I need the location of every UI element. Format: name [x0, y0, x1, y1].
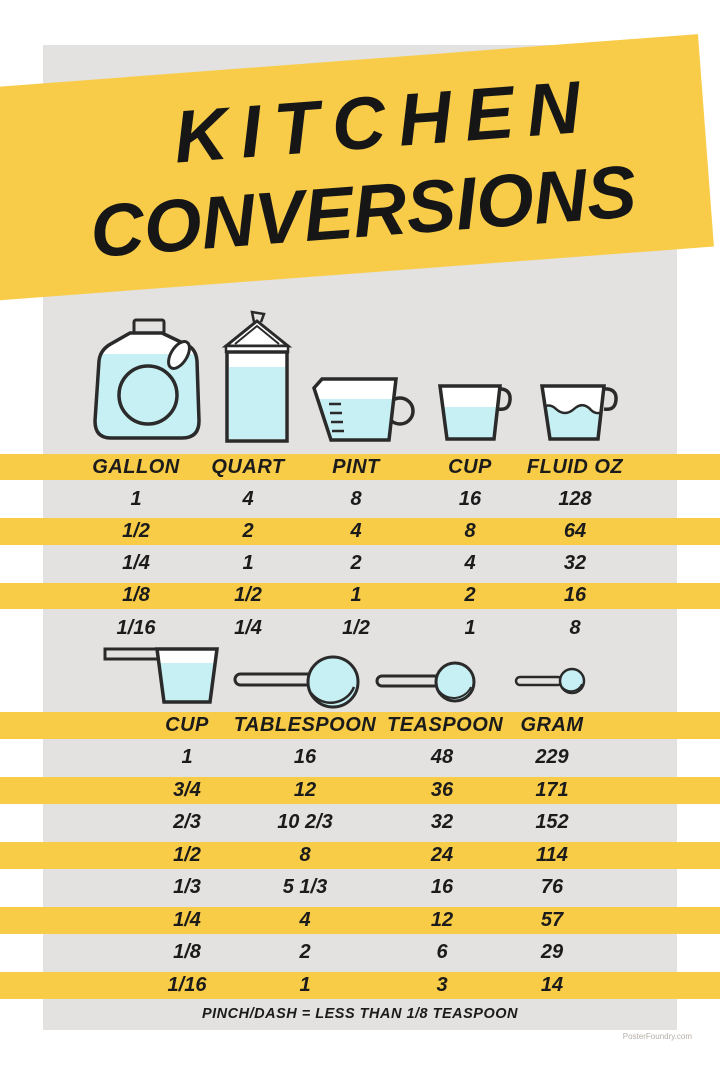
- column-header: TABLESPOON: [233, 713, 377, 736]
- table-row: [0, 937, 720, 970]
- table-cell: 2/3: [173, 811, 201, 834]
- table-cell: 1: [181, 746, 193, 769]
- page-title-line2: CONVERSIONS: [87, 148, 640, 273]
- table-row: [0, 742, 720, 775]
- column-header: GRAM: [520, 713, 584, 736]
- table-cell: 1/8: [173, 941, 201, 964]
- table-cell: 12: [430, 908, 454, 931]
- table-cell: 4: [464, 552, 476, 575]
- table-cell: 1/2: [342, 616, 370, 639]
- column-header: FLUID OZ: [526, 455, 624, 478]
- table-cell: 1/4: [234, 616, 262, 639]
- table-cell: 1/3: [173, 876, 201, 899]
- table-cell: 10 2/3: [277, 811, 333, 834]
- table-cell: 29: [540, 941, 564, 964]
- table-cell: 1/16: [167, 973, 207, 996]
- table-row: [0, 548, 720, 580]
- poster-credit: PosterFoundry.com: [622, 1032, 692, 1041]
- table-cell: 3: [436, 973, 448, 996]
- table-cell: 5 1/3: [282, 876, 328, 899]
- gram-spoon-icon: [514, 666, 586, 696]
- table-cell: 1: [350, 584, 362, 607]
- column-header: PINT: [332, 455, 380, 478]
- table-cell: 6: [436, 941, 448, 964]
- table-cell: 1/4: [173, 908, 201, 931]
- table-cell: 8: [299, 843, 311, 866]
- table-cell: 24: [430, 843, 454, 866]
- column-header: GALLON: [92, 455, 180, 478]
- table-cell: 1: [299, 973, 311, 996]
- table-row: [0, 774, 720, 807]
- table-cell: 2: [350, 552, 362, 575]
- table-cell: 8: [350, 487, 362, 510]
- table-cell: 229: [535, 746, 569, 769]
- cup-icon: [436, 381, 514, 444]
- tablespoon-icon: [233, 655, 361, 709]
- table-cell: 1/4: [122, 552, 150, 575]
- teaspoon-icon: [375, 660, 477, 704]
- table-row: [0, 839, 720, 872]
- cup-table: [0, 709, 720, 1002]
- table-cell: 1/2: [122, 519, 150, 542]
- table-cell: 1/2: [234, 584, 262, 607]
- volume-table: [0, 451, 720, 644]
- table-cell: 2: [299, 941, 311, 964]
- table-row: [0, 969, 720, 1002]
- table-cell: 32: [430, 811, 454, 834]
- pinch-dash-note: PINCH/DASH = LESS THAN 1/8 TEASPOON: [201, 1006, 518, 1022]
- table-cell: 1/8: [122, 584, 150, 607]
- table-cell: 128: [558, 487, 592, 510]
- table-cell: 1: [242, 552, 254, 575]
- table-cell: 57: [540, 908, 564, 931]
- table-row: [0, 612, 720, 644]
- cup-table-header-row: [0, 709, 720, 742]
- cup-scoop-icon: [103, 646, 221, 706]
- table-cell: 64: [563, 519, 587, 542]
- table-row: [0, 872, 720, 905]
- table-cell: 16: [563, 584, 587, 607]
- fluid-oz-cup-icon: [537, 381, 621, 444]
- table-cell: 1: [464, 616, 476, 639]
- gallon-jug-icon: [90, 318, 212, 444]
- table-cell: 14: [540, 973, 564, 996]
- table-cell: 171: [535, 778, 569, 801]
- table-cell: 114: [536, 843, 568, 866]
- table-cell: 152: [535, 811, 569, 834]
- table-row: [0, 483, 720, 515]
- table-cell: 4: [299, 908, 311, 931]
- table-cell: 48: [430, 746, 454, 769]
- table-cell: 1: [130, 487, 142, 510]
- table-cell: 16: [458, 487, 482, 510]
- table-cell: 12: [293, 778, 317, 801]
- table-cell: 8: [569, 616, 581, 639]
- table-row: [0, 904, 720, 937]
- table-row: [0, 515, 720, 547]
- table-row: [0, 807, 720, 840]
- table-cell: 32: [563, 552, 587, 575]
- column-header: CUP: [448, 455, 492, 478]
- page-title-line1: KITCHEN: [171, 63, 597, 179]
- table-cell: 2: [242, 519, 254, 542]
- table-cell: 4: [350, 519, 362, 542]
- table-cell: 8: [464, 519, 476, 542]
- column-header: TEASPOON: [387, 713, 504, 736]
- table-cell: 4: [242, 487, 254, 510]
- column-header: CUP: [165, 713, 209, 736]
- quart-carton-icon: [221, 310, 293, 444]
- table-cell: 2: [464, 584, 476, 607]
- table-cell: 1/16: [116, 616, 156, 639]
- table-cell: 16: [430, 876, 454, 899]
- column-header: QUART: [211, 455, 285, 478]
- table-row: [0, 580, 720, 612]
- volume-table-header-row: [0, 451, 720, 483]
- pint-measuring-cup-icon: [312, 374, 416, 444]
- table-cell: 36: [430, 778, 454, 801]
- table-cell: 76: [540, 876, 564, 899]
- table-cell: 1/2: [173, 843, 201, 866]
- table-cell: 16: [293, 746, 317, 769]
- table-cell: 3/4: [173, 778, 201, 801]
